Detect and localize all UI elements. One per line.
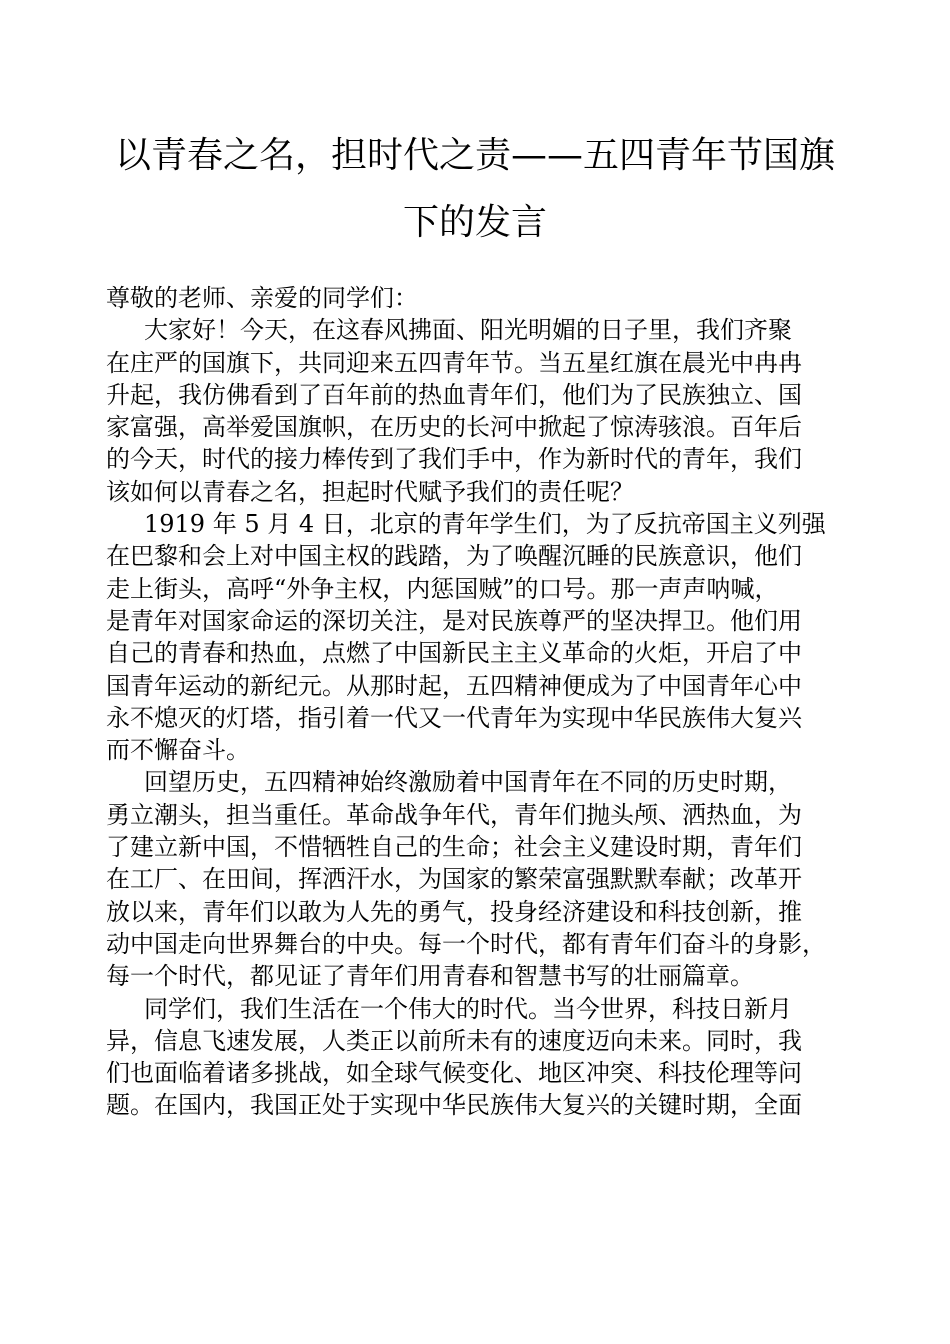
paragraph-1-line-1: 大家好！今天，在这春风拂面、阳光明媚的日子里，我们齐聚 bbox=[144, 316, 792, 345]
paragraph-1-line-6: 该如何以青春之名，担起时代赋予我们的责任呢？ bbox=[106, 477, 634, 506]
paragraph-2-line-3: 走上街头，高呼“外争主权，内惩国贼”的口号。那一声声呐喊， bbox=[106, 574, 779, 603]
paragraph-2-line-8: 而不懈奋斗。 bbox=[106, 736, 250, 765]
document-title-line-2: 下的发言 bbox=[402, 202, 547, 243]
paragraph-3-line-2: 勇立潮头，担当重任。革命战争年代，青年们抛头颅、洒热血，为 bbox=[106, 800, 802, 829]
paragraph-2-line-7: 永不熄灭的灯塔，指引着一代又一代青年为实现中华民族伟大复兴 bbox=[106, 703, 802, 732]
paragraph-4-line-1: 同学们，我们生活在一个伟大的时代。当今世界，科技日新月 bbox=[144, 994, 792, 1023]
paragraph-3-line-7: 每一个时代，都见证了青年们用青春和智慧书写的壮丽篇章。 bbox=[106, 962, 754, 991]
salutation-line: 尊敬的老师、亲爱的同学们： bbox=[106, 284, 418, 312]
paragraph-1-line-3: 升起，我仿佛看到了百年前的热血青年们，他们为了民族独立、国 bbox=[106, 380, 802, 409]
paragraph-2-line-5: 自己的青春和热血，点燃了中国新民主主义革命的火炬，开启了中 bbox=[106, 639, 802, 668]
paragraph-4-line-2: 异，信息飞速发展，人类正以前所未有的速度迈向未来。同时，我 bbox=[106, 1026, 802, 1055]
document-title-line-1: 以青春之名，担时代之责——五四青年节国旗 bbox=[114, 135, 835, 176]
paragraph-4-line-3: 们也面临着诸多挑战，如全球气候变化、地区冲突、科技伦理等问 bbox=[106, 1059, 802, 1088]
paragraph-3-line-5: 放以来，青年们以敢为人先的勇气，投身经济建设和科技创新，推 bbox=[106, 897, 802, 926]
paragraph-2-line-1: 1919 年 5 月 4 日，北京的青年学生们，为了反抗帝国主义列强 bbox=[144, 510, 826, 539]
paragraph-2-line-4: 是青年对国家命运的深切关注，是对民族尊严的坚决捍卫。他们用 bbox=[106, 606, 802, 635]
speech-body bbox=[106, 282, 866, 1122]
paragraph-1-line-4: 家富强，高举爱国旗帜，在历史的长河中掀起了惊涛骇浪。百年后 bbox=[106, 413, 802, 442]
paragraph-1-line-5: 的今天，时代的接力棒传到了我们手中，作为新时代的青年，我们 bbox=[106, 445, 802, 474]
paragraph-3-line-4: 在工厂、在田间，挥洒汗水，为国家的繁荣富强默默奉献；改革开 bbox=[106, 865, 802, 894]
paragraph-4-line-4: 题。在国内，我国正处于实现中华民族伟大复兴的关键时期，全面 bbox=[106, 1091, 802, 1120]
paragraph-3-line-6: 动中国走向世界舞台的中央。每一个时代，都有青年们奋斗的身影， bbox=[106, 929, 826, 958]
paragraph-2-line-2: 在巴黎和会上对中国主权的践踏，为了唤醒沉睡的民族意识，他们 bbox=[106, 542, 802, 571]
paragraph-1-line-2: 在庄严的国旗下，共同迎来五四青年节。当五星红旗在晨光中冉冉 bbox=[106, 348, 802, 377]
paragraph-3-line-3: 了建立新中国，不惜牺牲自己的生命；社会主义建设时期，青年们 bbox=[106, 833, 802, 862]
paragraph-2-line-6: 国青年运动的新纪元。从那时起，五四精神便成为了中国青年心中 bbox=[106, 671, 802, 700]
paragraph-3-line-1: 回望历史，五四精神始终激励着中国青年在不同的历史时期， bbox=[144, 768, 792, 797]
